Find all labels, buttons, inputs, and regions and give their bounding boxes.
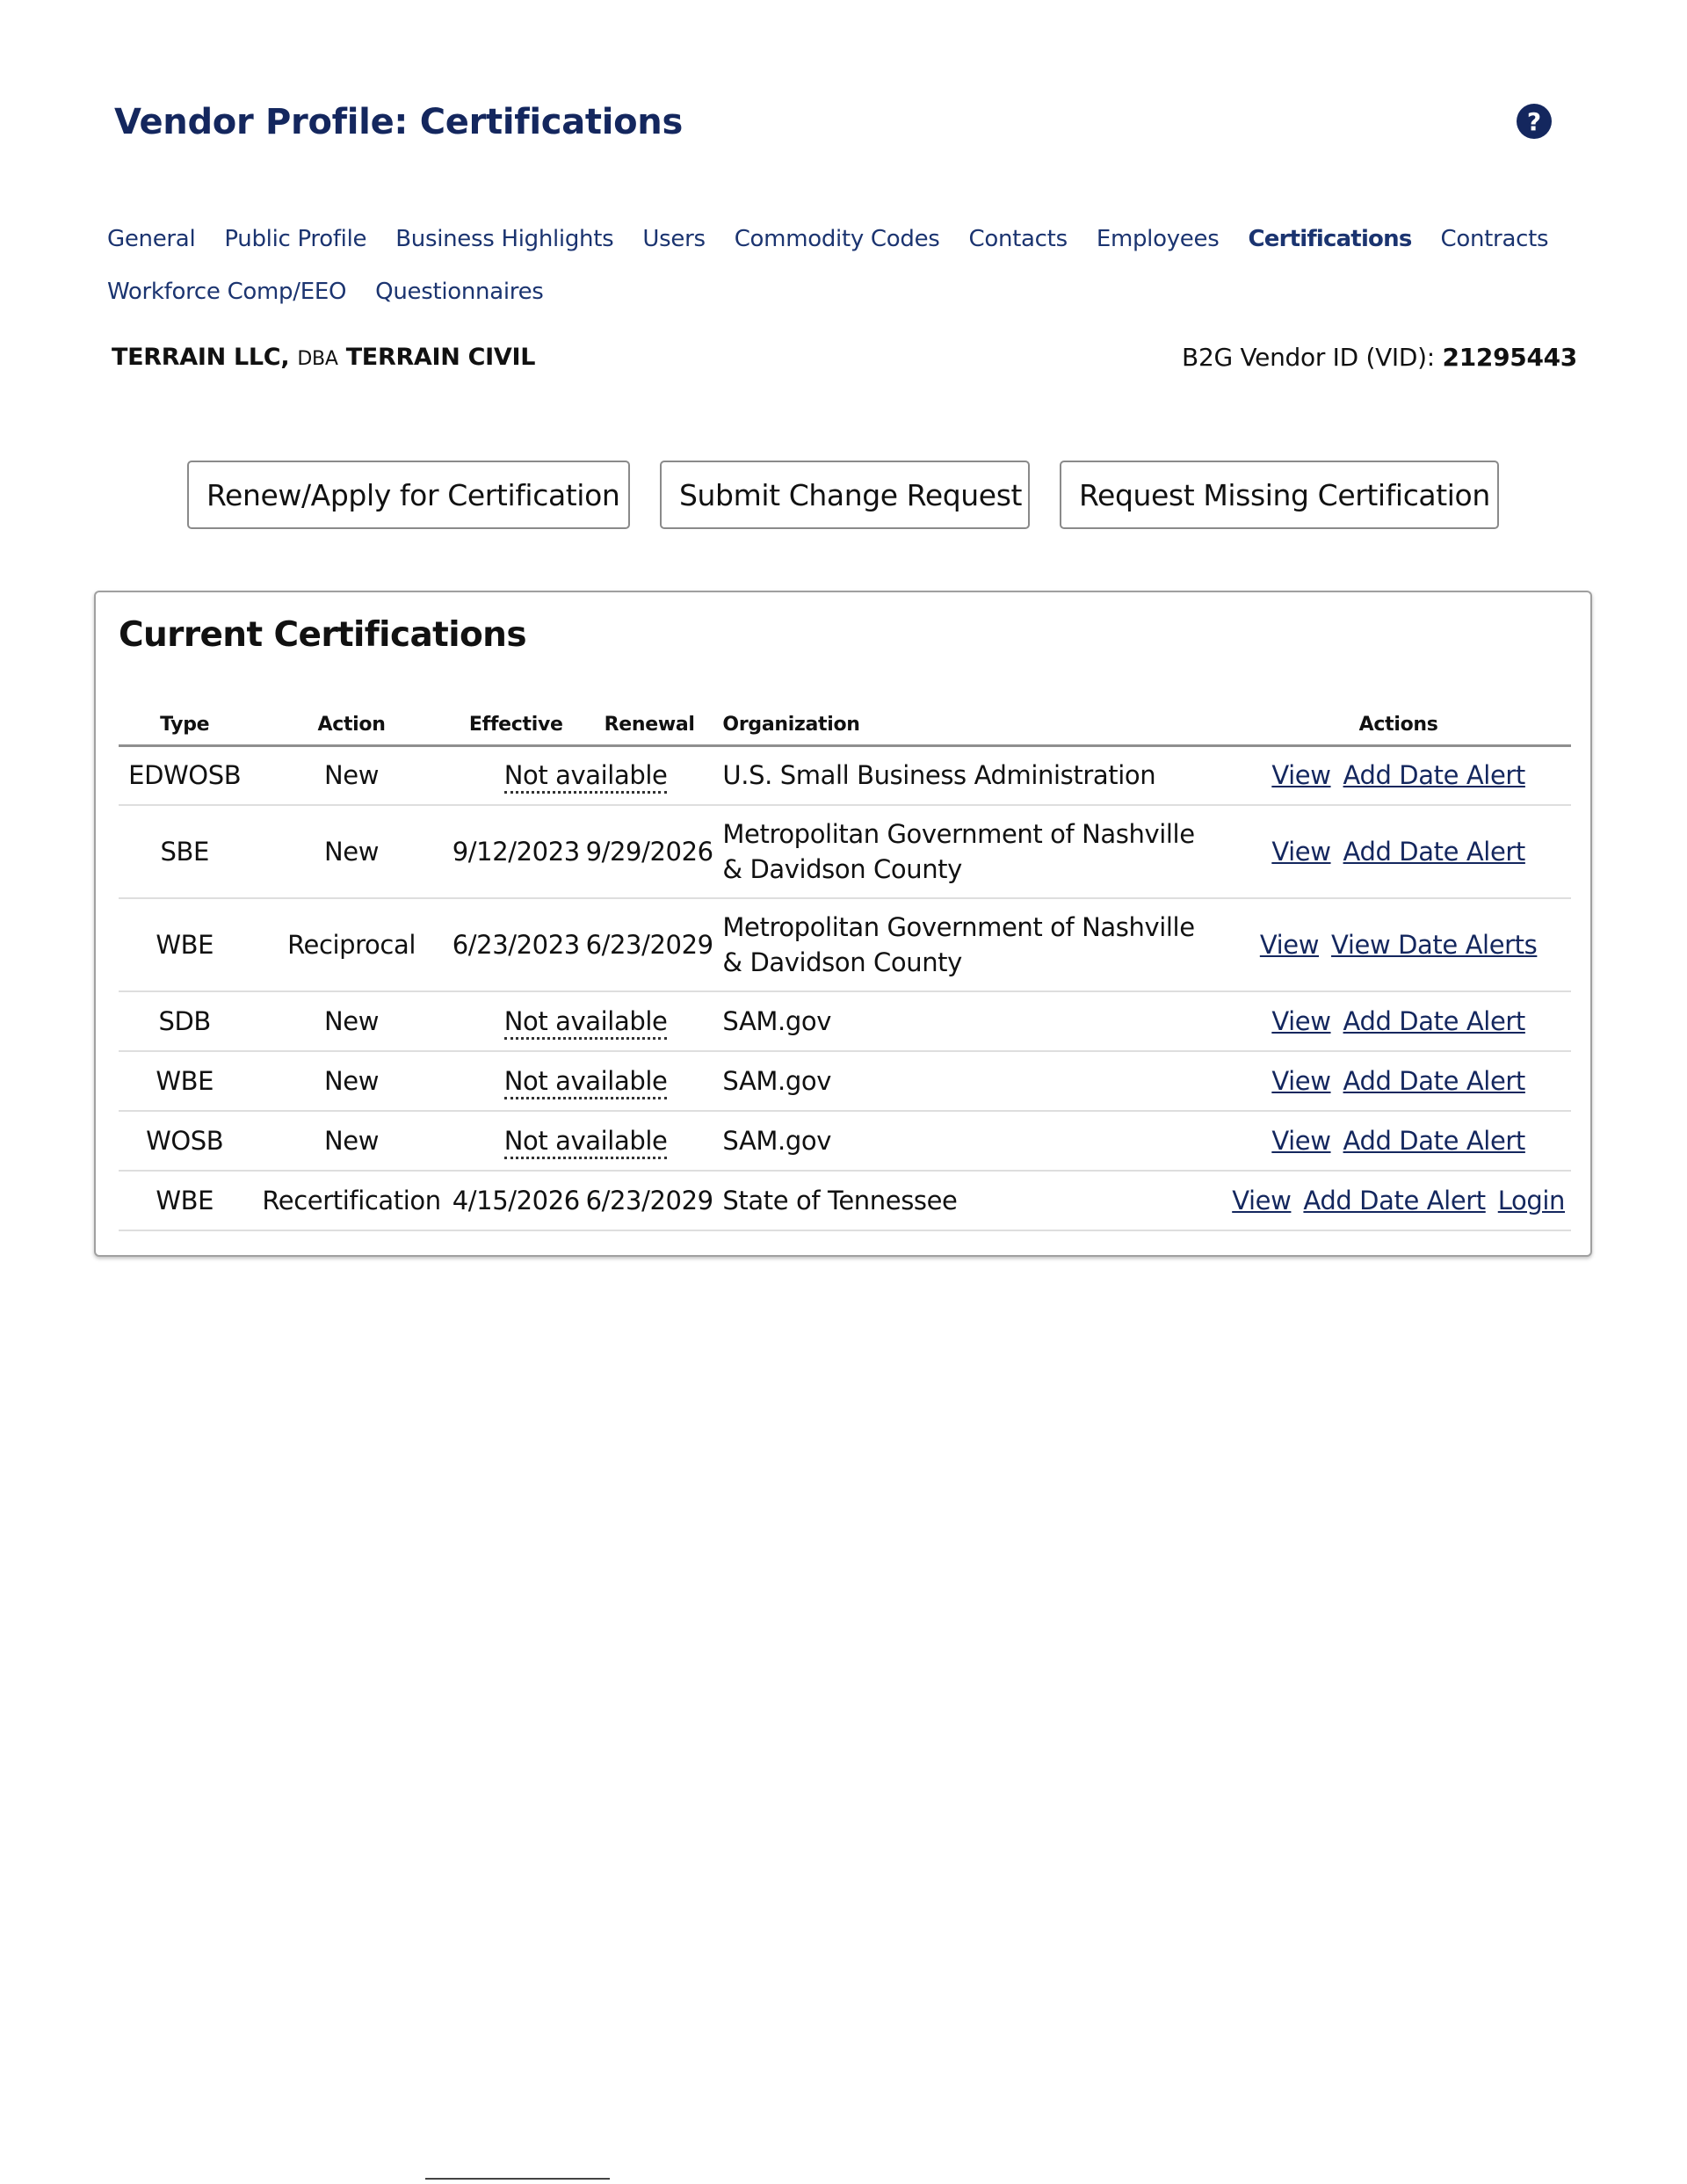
- vendor-id-label: B2G Vendor ID (VID):: [1182, 342, 1435, 372]
- col-type: Type: [119, 705, 250, 745]
- panel-title: Current Certifications: [119, 615, 526, 655]
- cell-organization: U.S. Small Business Administration: [719, 745, 1226, 805]
- vendor-dba-name: TERRAIN CIVIL: [345, 343, 536, 371]
- vendor-name-comma: ,: [280, 343, 290, 371]
- add-date-alert-link[interactable]: Add Date Alert: [1343, 1006, 1525, 1036]
- cell-type: SDB: [119, 991, 250, 1051]
- cell-actions: [1226, 745, 1571, 805]
- cell-actions: [1226, 1051, 1571, 1111]
- dates-not-available[interactable]: Not available: [504, 1006, 668, 1040]
- cell-effective: 9/12/2023: [453, 805, 580, 898]
- col-renewal: Renewal: [580, 705, 720, 745]
- table-row: [119, 1051, 1571, 1111]
- page-bottom-fragment: [425, 2178, 610, 2184]
- tab-general[interactable]: General: [107, 226, 196, 252]
- view-link[interactable]: View: [1259, 930, 1320, 960]
- certification-actions: [187, 461, 1499, 529]
- cell-type: WBE: [119, 1051, 250, 1111]
- table-row: [119, 898, 1571, 991]
- cell-organization: State of Tennessee: [719, 1171, 1226, 1230]
- add-date-alert-link[interactable]: Add Date Alert: [1343, 760, 1525, 791]
- col-effective: Effective: [453, 705, 580, 745]
- cell-action: New: [250, 1051, 452, 1111]
- tab-commodity-codes[interactable]: Commodity Codes: [734, 226, 940, 252]
- cell-actions: [1226, 1171, 1571, 1230]
- cell-effective: 6/23/2023: [453, 898, 580, 991]
- add-date-alert-link[interactable]: Add Date Alert: [1303, 1186, 1486, 1215]
- cell-dates: [453, 1111, 720, 1171]
- vendor-name: [112, 344, 535, 371]
- renew-apply-button[interactable]: Renew/Apply for Certification: [187, 461, 630, 529]
- table-row: [119, 1111, 1571, 1171]
- vendor-legal-name: TERRAIN LLC: [112, 343, 281, 371]
- add-date-alert-link[interactable]: Add Date Alert: [1343, 1066, 1525, 1096]
- nav-row-1: [107, 213, 1548, 265]
- table-row: [119, 805, 1571, 898]
- submit-change-request-button[interactable]: Submit Change Request: [660, 461, 1030, 529]
- view-link[interactable]: View: [1271, 1066, 1331, 1096]
- cell-type: WBE: [119, 898, 250, 991]
- cell-action: New: [250, 745, 452, 805]
- page-title: Vendor Profile: Certifications: [114, 102, 683, 142]
- tab-contracts[interactable]: Contracts: [1440, 226, 1549, 252]
- vendor-bar: [112, 339, 1577, 374]
- organization-text: Metropolitan Government of Nashville & Davidson County: [722, 819, 1195, 884]
- table-row: [119, 745, 1571, 805]
- cell-organization: [719, 805, 1226, 898]
- tab-contacts[interactable]: Contacts: [968, 226, 1068, 252]
- vendor-id-value: 21295443: [1442, 342, 1577, 372]
- col-action: Action: [250, 705, 452, 745]
- dba-label: DBA: [297, 347, 338, 370]
- view-date-alerts-link[interactable]: View Date Alerts: [1331, 930, 1538, 960]
- cell-type: WBE: [119, 1171, 250, 1230]
- cell-organization: SAM.gov: [719, 1051, 1226, 1111]
- cell-organization: [719, 898, 1226, 991]
- view-link[interactable]: View: [1232, 1186, 1292, 1215]
- cell-actions: [1226, 805, 1571, 898]
- add-date-alert-link[interactable]: Add Date Alert: [1343, 1126, 1525, 1156]
- col-organization: Organization: [719, 705, 1226, 745]
- vendor-id: [1182, 343, 1577, 372]
- cell-dates: [453, 1051, 720, 1111]
- page-header: [114, 97, 1564, 149]
- table-row: [119, 1171, 1571, 1230]
- current-certifications-panel: [94, 591, 1592, 1257]
- cell-type: EDWOSB: [119, 745, 250, 805]
- cell-dates: [453, 991, 720, 1051]
- col-actions: Actions: [1226, 705, 1571, 745]
- tab-employees[interactable]: Employees: [1096, 226, 1220, 252]
- add-date-alert-link[interactable]: Add Date Alert: [1343, 837, 1525, 867]
- dates-not-available[interactable]: Not available: [504, 760, 668, 794]
- view-link[interactable]: View: [1271, 837, 1331, 867]
- view-link[interactable]: View: [1271, 1126, 1331, 1156]
- cell-effective: 4/15/2026: [453, 1171, 580, 1230]
- question-circle-icon[interactable]: ?: [1517, 104, 1552, 139]
- certifications-table: [119, 705, 1571, 1231]
- dates-not-available[interactable]: Not available: [504, 1066, 668, 1099]
- table-row: [119, 991, 1571, 1051]
- cell-actions: [1226, 1111, 1571, 1171]
- cell-renewal: 6/23/2029: [580, 1171, 720, 1230]
- view-link[interactable]: View: [1271, 760, 1331, 791]
- login-link[interactable]: Login: [1497, 1186, 1565, 1215]
- organization-text: Metropolitan Government of Nashville & Davidson County: [722, 912, 1195, 977]
- tab-workforce-comp-eeo[interactable]: Workforce Comp/EEO: [107, 279, 347, 305]
- nav-row-2: [107, 265, 1548, 318]
- cell-renewal: 6/23/2029: [580, 898, 720, 991]
- request-missing-certification-button[interactable]: Request Missing Certification: [1060, 461, 1499, 529]
- cell-action: New: [250, 1111, 452, 1171]
- cell-renewal: 9/29/2026: [580, 805, 720, 898]
- cell-action: New: [250, 991, 452, 1051]
- cell-type: SBE: [119, 805, 250, 898]
- tab-public-profile[interactable]: Public Profile: [224, 226, 367, 252]
- cell-dates: [453, 745, 720, 805]
- dates-not-available[interactable]: Not available: [504, 1126, 668, 1159]
- cell-type: WOSB: [119, 1111, 250, 1171]
- tab-questionnaires[interactable]: Questionnaires: [375, 279, 544, 305]
- tab-users[interactable]: Users: [642, 226, 706, 252]
- cell-action: New: [250, 805, 452, 898]
- cell-actions: [1226, 898, 1571, 991]
- cell-organization: SAM.gov: [719, 1111, 1226, 1171]
- profile-nav: [107, 213, 1548, 318]
- cell-actions: [1226, 991, 1571, 1051]
- tab-certifications[interactable]: Certifications: [1248, 226, 1412, 252]
- table-header-row: [119, 705, 1571, 745]
- cell-action: Recertification: [250, 1171, 452, 1230]
- cell-action: Reciprocal: [250, 898, 452, 991]
- tab-business-highlights[interactable]: Business Highlights: [395, 226, 614, 252]
- cell-organization: SAM.gov: [719, 991, 1226, 1051]
- view-link[interactable]: View: [1271, 1006, 1331, 1036]
